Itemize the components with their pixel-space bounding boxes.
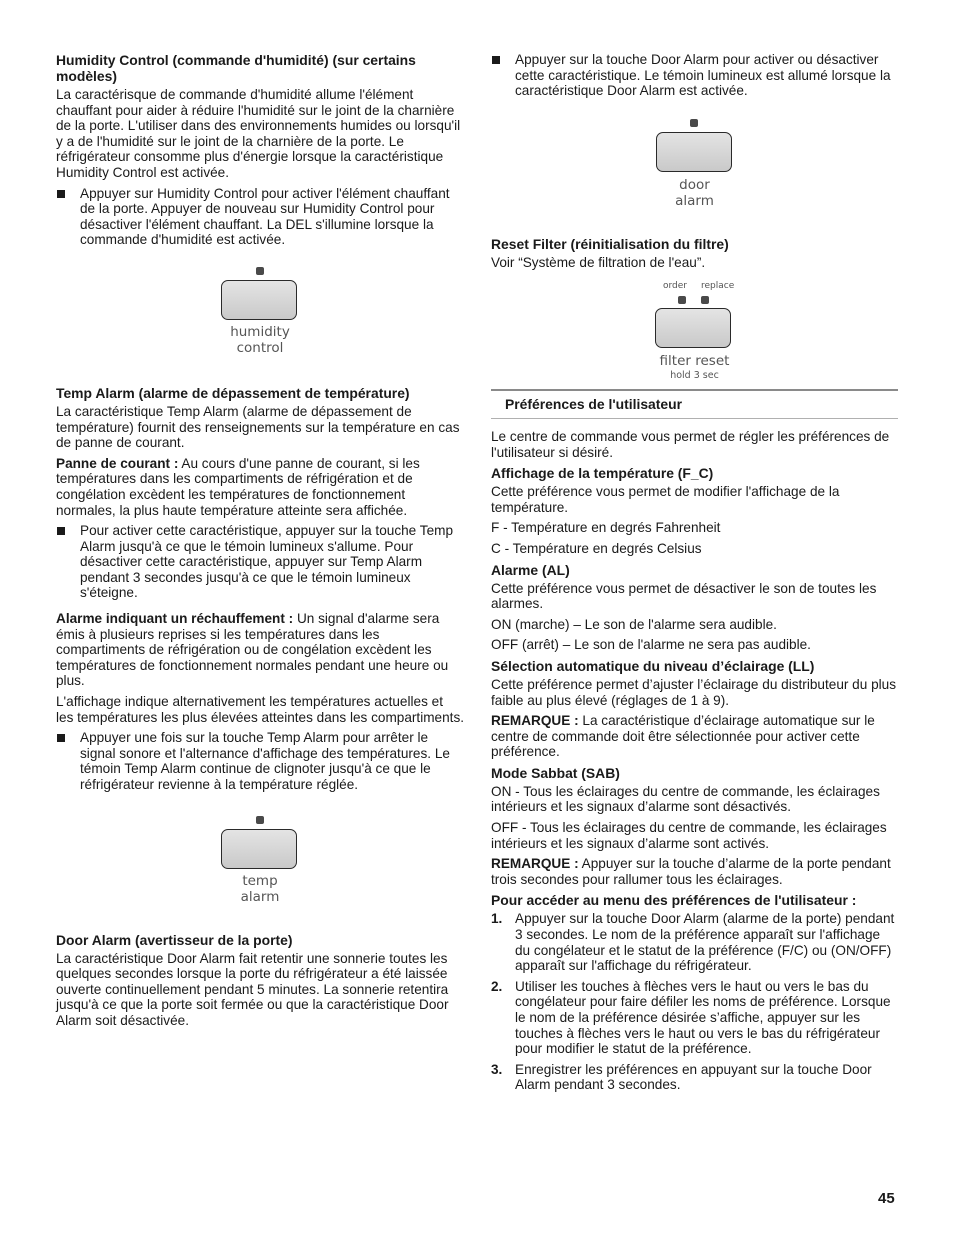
step-text: Utiliser les touches à flèches vers le haut ou vers le bas du congélateur pour faire défiler les noms de préférence. Lorsque le nom de la préférence désirée s’affiche, appuyer sur les touches à flèches vers le haut ou vers le bas du réfrigérateur pour modifier le statut de la préférence. [515,978,891,1057]
step-2 [491,979,898,1057]
humidity-control-button-figure [56,253,464,371]
panne-text: Au cours d'une panne de courant, si les températures dans les compartiments de réfrigération et de congélation excèdent les températures de fonctionnement normales, la plus haute température atteinte sera affichée. [56,455,420,518]
step-text: Enregistrer les préférences en appuyant sur la touche Door Alarm pendant 3 secondes. [515,1061,872,1093]
humidity-button-label-1: humidity [230,323,290,340]
ll-heading: Sélection automatique du niveau d’éclairage (LL) [491,657,815,674]
ll-note [491,713,898,760]
fc-fahrenheit: F - Température en degrés Fahrenheit [491,520,721,536]
al-on: ON (marche) – Le son de l'alarme sera audible. [491,616,777,632]
door-button-label-1: door [679,176,710,193]
step-number: 1. [491,911,503,927]
sab-heading: Mode Sabbat (SAB) [491,764,620,781]
left-column [56,52,464,1034]
menu-heading: Pour accéder au menu des préférences de l'utilisateur : [491,892,857,909]
humidity-bullet-text: Appuyer sur Humidity Control pour activer l'élément chauffant de la porte. Appuyer de nouveau sur Humidity Control pour désactiver l'élément chauffant. La DEL s'illumine lorsque la commande d'humidité est activée. [80,185,450,248]
temp-alarm-bullet-1-text: Pour activer cette caractéristique, appuyer sur la touche Temp Alarm jusqu'à ce que le témoin lumineux s'allume. Pour désactiver cette caractéristique, appuyer sur Temp Alarm pendant 3 secondes jusqu'à ce que le témoin lumineux s'éteigne. [80,523,454,601]
al-heading: Alarme (AL) [491,561,570,578]
rechauffement-text: Un signal d'alarme sera émis à plusieurs reprises si les températures dans les compartiments de réfrigération ou de congélation excèdent les températures de fonctionnement normales pendant une heure ou plus. [56,611,449,689]
door-alarm-heading: Door Alarm (avertisseur de la porte) [56,931,293,948]
door-alarm-paragraph: La caractéristique Door Alarm fait retentir une sonnerie toutes les quelques secondes lorsque la porte du réfrigérateur a été laissée ouverte continuellement pendant 5 minutes. La sonnerie retentira jusqu'à ce que la porte soit fermée ou que la caractéristique Door Alarm soit désactivée. [56,950,449,1028]
led-indicator-icon [256,267,264,275]
humidity-heading: Humidity Control (commande d'humidité) (sur certains modèles) [56,52,416,84]
fc-paragraph: Cette préférence vous permet de modifier l'affichage de la température. [491,484,840,515]
bullet-square-icon [57,527,65,535]
temp-alarm-button-label-2: alarm [240,888,280,905]
temp-alarm-button-label-1: temp [242,872,278,889]
page-number: 45 [878,1190,895,1207]
rechauffement-paragraph [56,611,464,689]
order-led-icon [678,296,686,304]
bullet-square-icon [57,734,65,742]
fc-celsius: C - Température en degrés Celsius [491,540,702,556]
sab-on: ON - Tous les éclairages du centre de commande, les éclairages intérieurs et les signaux d’alarme sont désactivés. [491,783,880,815]
temp-alarm-bullet-2 [56,730,464,792]
bullet-square-icon [492,56,500,64]
door-alarm-button-figure [491,104,898,232]
door-alarm-bullet-text: Appuyer sur la touche Door Alarm pour activer ou désactiver cette caractéristique. Le témoin lumineux est allumé lorsque la caractéristique Door Alarm est activée. [515,52,891,99]
filter-reset-label: filter reset [659,353,730,370]
user-preferences-section-title: Préférences de l'utilisateur [491,389,898,419]
ll-paragraph: Cette préférence permet d’ajuster l’éclairage du distributeur du plus faible au plus élevé (réglages de 1 à 9). [491,676,897,708]
temp-alarm-bullet-1 [56,523,464,601]
door-alarm-bullet [491,52,898,99]
bullet-square-icon [57,190,65,198]
filter-reset-key[interactable] [655,308,731,348]
temp-alarm-button-figure [56,798,464,926]
filter-reset-button-figure [491,275,898,389]
led-indicator-icon [690,119,698,127]
step-number: 2. [491,978,503,994]
panne-paragraph [56,456,464,518]
temp-alarm-heading: Temp Alarm (alarme de dépassement de température) [56,384,410,401]
temp-alarm-paragraph-1: La caractéristique Temp Alarm (alarme de dépassement de température) fournit des renseignements sur la température en cas de panne de courant. [56,403,460,451]
step-3 [491,1062,898,1093]
temp-alarm-bullet-2-text: Appuyer une fois sur la touche Temp Alarm pour arrêter le signal sonore et l'alternance d'affichage des températures. Le témoin Temp Alarm continue de clignoter jusqu'à ce que le réfrigérateur revienne à la température réglée. [80,730,450,792]
reset-filter-paragraph: Voir “Système de filtration de l'eau”. [491,254,706,270]
reset-filter-heading: Reset Filter (réinitialisation du filtre) [491,235,729,252]
door-button-label-2: alarm [675,192,714,209]
humidity-bullet [56,186,464,248]
humidity-paragraph: La caractérisque de commande d'humidité allume l'élément chauffant pour aider à réduire l'humidité sur le joint de la charnière de la porte. L'utiliser dans des environnements humides ou lorsqu'il y a de l'humidité sur le joint de la charnière de la porte. Le réfrigérateur consomme plus d'énergie lorsque la caractéristique Humidity Control est activée. [56,87,461,180]
step-text: Appuyer sur la touche Door Alarm (alarme de la porte) pendant 3 secondes. Le nom de la préférence apparaît sur l'affichage du congélateur et le statut de la préférence (F/C) ou (ON/OFF) apparaît sur l'affichage du réfrigérateur. [515,911,895,974]
ll-note-label: REMARQUE : [491,713,579,729]
humidity-control-key[interactable] [221,280,297,320]
fc-heading: Affichage de la température (F_C) [491,465,714,482]
sab-off: OFF - Tous les éclairages du centre de commande, les éclairages intérieurs et les signaux d’alarme sont activés. [491,820,887,851]
right-column [491,52,898,1098]
door-alarm-key[interactable] [656,132,732,172]
sab-note-label: REMARQUE : [491,856,579,872]
temp-alarm-key[interactable] [221,829,297,869]
order-label: order [663,281,687,292]
rechauffement-label: Alarme indiquant un réchauffement : [56,611,294,627]
ll-note-text: La caractéristique d’éclairage automatique sur le centre de commande doit être sélectionnée pour activer cette préférence. [491,713,875,760]
prefs-intro: Le centre de commande vous permet de régler les préférences de l'utilisateur si désiré. [491,428,890,460]
replace-led-icon [701,296,709,304]
al-paragraph: Cette préférence vous permet de désactiver le son de toutes les alarmes. [491,580,877,612]
temp-alarm-paragraph-2: L'affichage indique alternativement les températures actuelles et les températures les plus élevées atteintes dans les compartiments. [56,694,465,725]
led-indicator-icon [256,816,264,824]
step-1 [491,911,898,973]
panne-label: Panne de courant : [56,455,179,471]
replace-label: replace [701,281,735,292]
sab-note-text: Appuyer sur la touche d’alarme de la porte pendant trois secondes pour rallumer tous les éclairages. [491,856,891,887]
humidity-button-label-2: control [236,339,284,356]
al-off: OFF (arrêt) – Le son de l'alarme ne sera pas audible. [491,637,811,653]
step-number: 3. [491,1061,503,1077]
sab-note [491,856,898,887]
hold-3-sec-label: hold 3 sec [670,370,719,382]
